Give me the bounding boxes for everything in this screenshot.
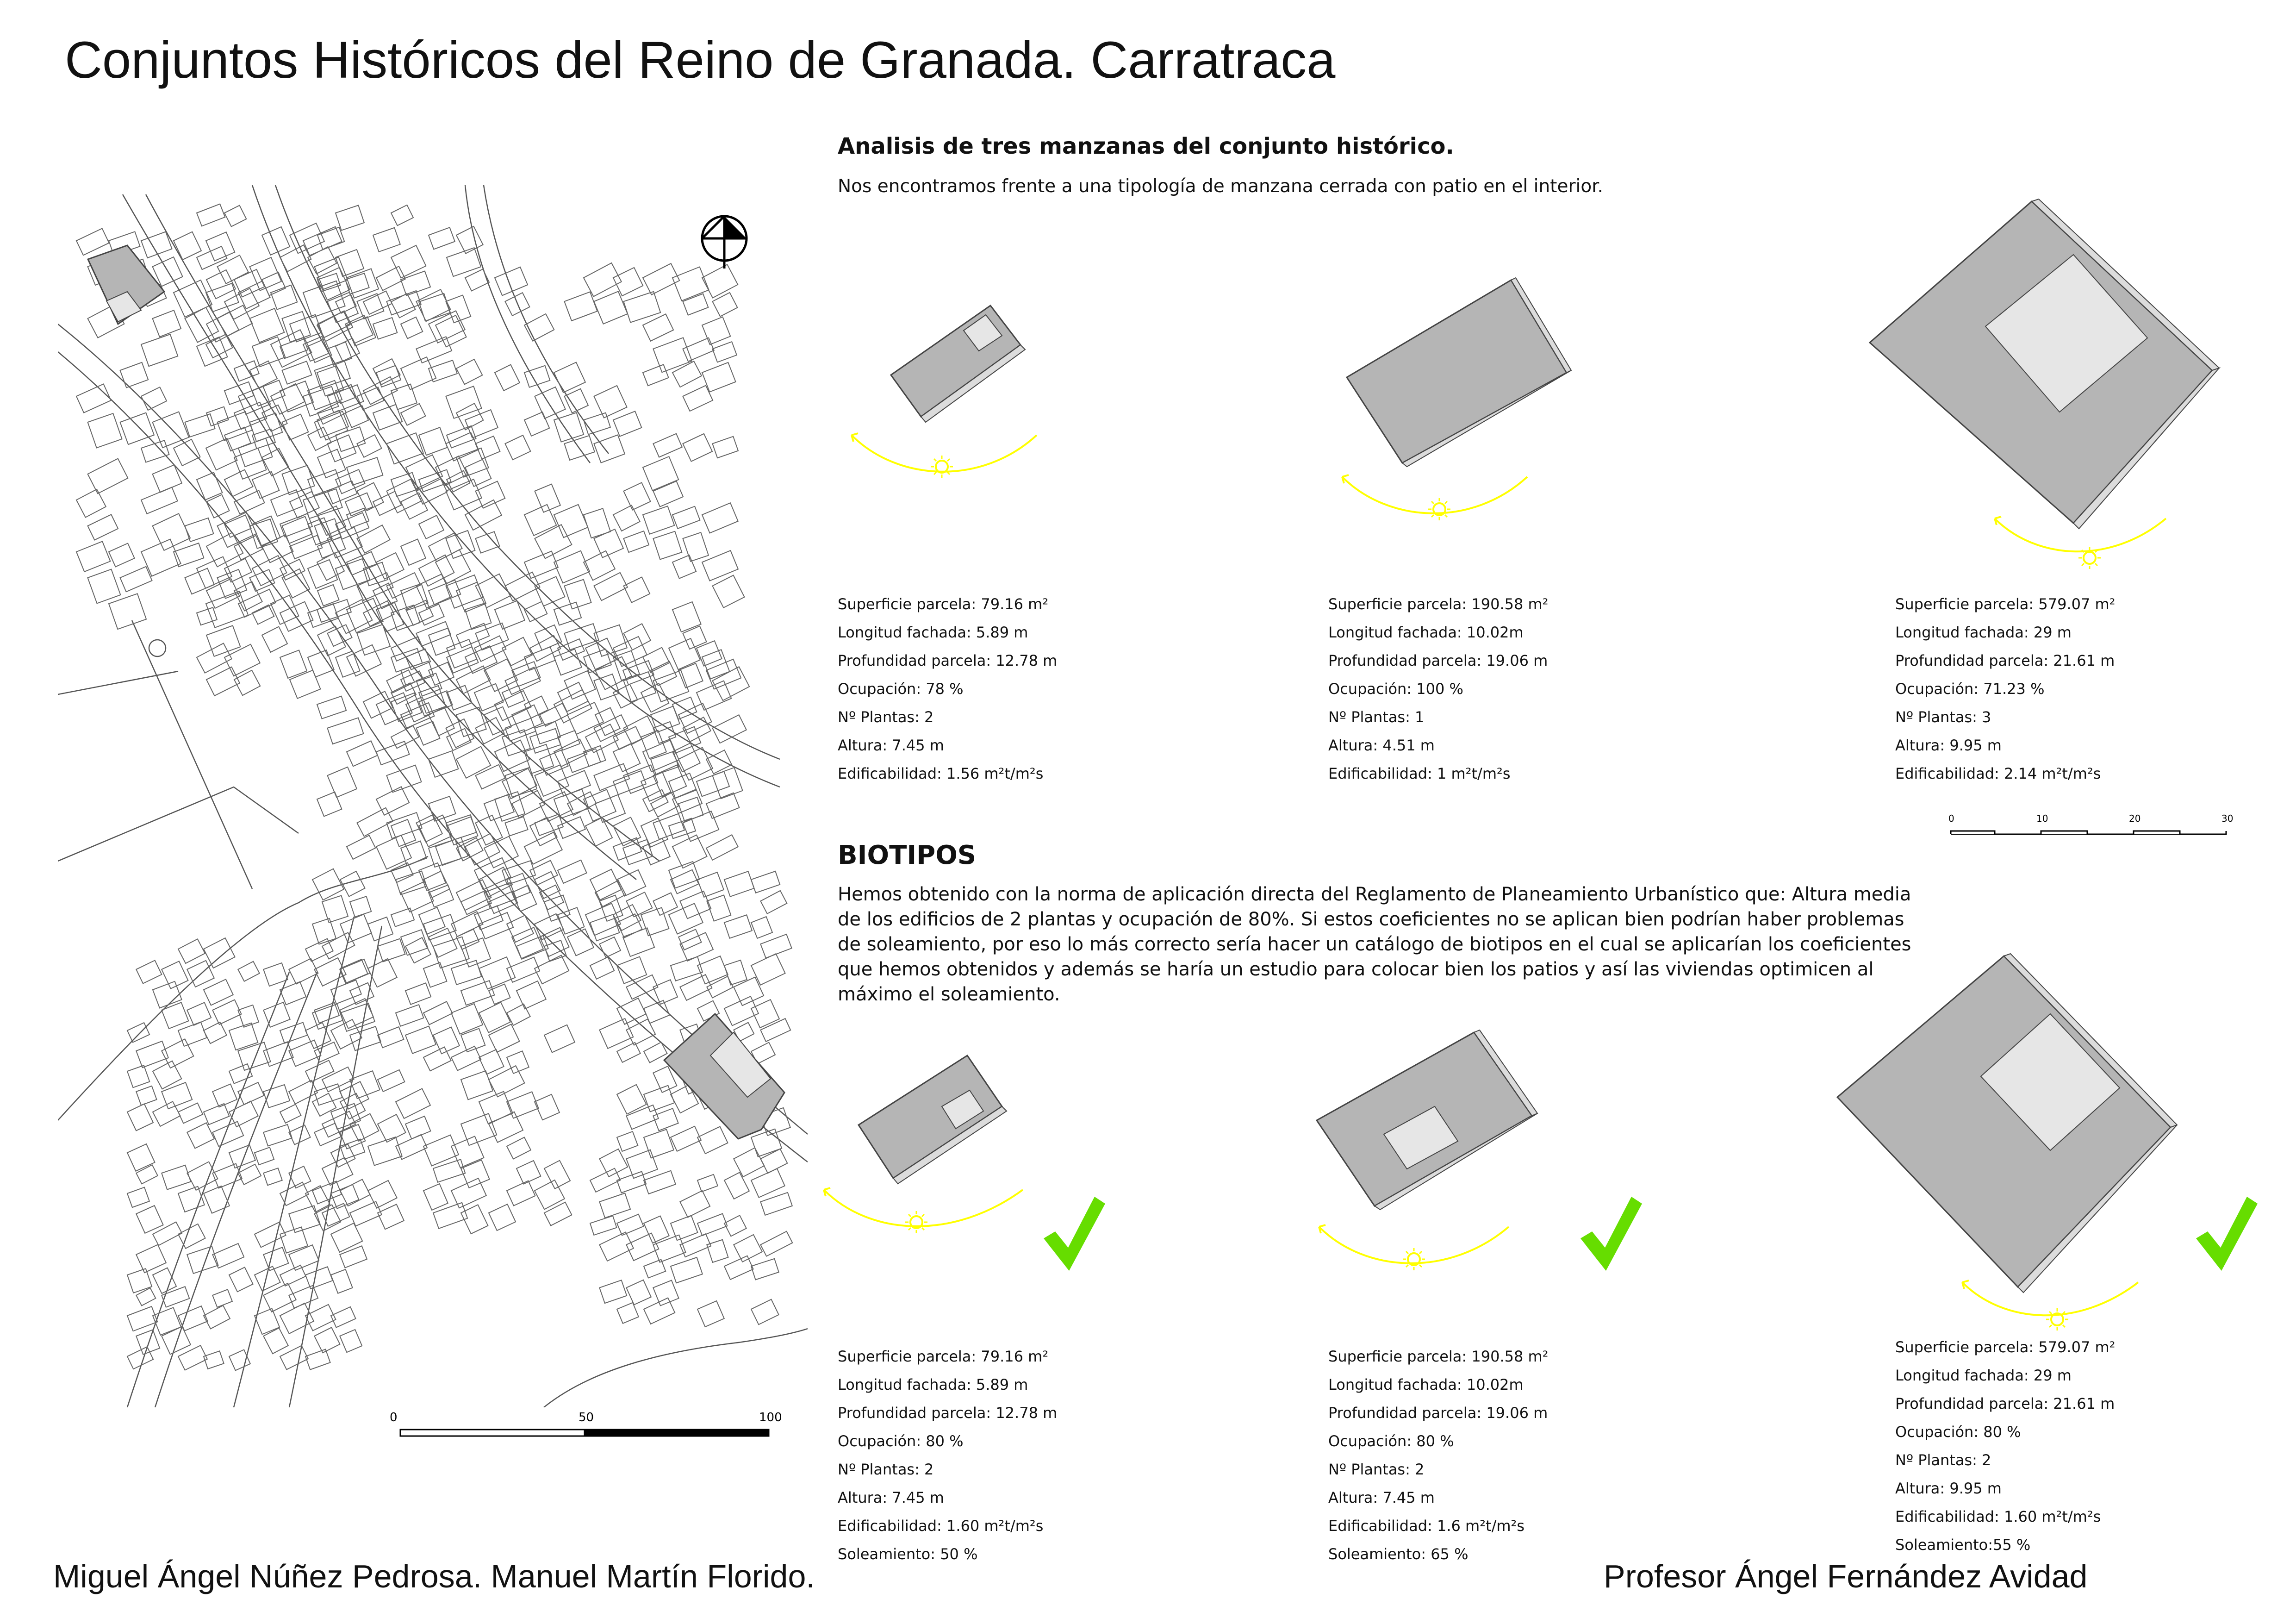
- footer-authors: Miguel Ángel Núñez Pedrosa. Manuel Martín Florido.: [53, 1558, 815, 1594]
- stat-soleamiento: Soleamiento: 65 %: [1328, 1545, 1468, 1563]
- sun-path: [852, 435, 1037, 472]
- sun-path: [1342, 477, 1527, 513]
- sun-icon: [931, 456, 953, 478]
- page-title: Conjuntos Históricos del Reino de Granada. Carratraca: [65, 31, 1336, 89]
- block-diagram: [1833, 954, 2194, 1333]
- scale-label: 0: [390, 1411, 398, 1424]
- stat-profundidad: Profundidad parcela: 19.06 m: [1328, 652, 1548, 669]
- stat-soleamiento: Soleamiento:55 %: [1895, 1536, 2031, 1554]
- stat-plantas: Nº Plantas: 1: [1328, 708, 1425, 726]
- stat-ocupacion: Ocupación: 80 %: [1895, 1423, 2021, 1441]
- stat-altura: Altura: 7.45 m: [838, 1489, 944, 1506]
- block-stats: [838, 590, 1057, 788]
- stat-edificabilidad: Edificabilidad: 1.60 m²t/m²s: [1895, 1508, 2101, 1525]
- block-stats: [1328, 1343, 1549, 1568]
- stat-ocupacion: Ocupación: 78 %: [838, 680, 964, 698]
- stat-edificabilidad: Edificabilidad: 1.56 m²t/m²s: [838, 765, 1044, 782]
- stat-superficie: Superficie parcela: 79.16 m²: [838, 1348, 1049, 1365]
- scale-label: 50: [579, 1411, 594, 1424]
- stat-ocupacion: Ocupación: 100 %: [1328, 680, 1463, 698]
- stat-longitud: Longitud fachada: 10.02m: [1328, 1376, 1524, 1393]
- stat-altura: Altura: 7.45 m: [1328, 1489, 1435, 1506]
- sun-icon: [905, 1211, 927, 1233]
- analysis-heading: Analisis de tres manzanas del conjunto histórico.: [838, 133, 1454, 159]
- checkmark-icon: [1041, 1194, 1106, 1273]
- stat-edificabilidad: Edificabilidad: 1.60 m²t/m²s: [838, 1517, 1044, 1535]
- checkmark-icon: [1578, 1194, 1643, 1273]
- block-diagram: [1333, 273, 1574, 532]
- block-diagram: [1860, 199, 2221, 569]
- stat-longitud: Longitud fachada: 29 m: [1895, 1367, 2072, 1384]
- stat-profundidad: Profundidad parcela: 21.61 m: [1895, 652, 2115, 669]
- stat-superficie: Superficie parcela: 190.58 m²: [1328, 595, 1549, 613]
- block-stats: [1895, 1333, 2116, 1559]
- stat-plantas: Nº Plantas: 2: [838, 708, 934, 726]
- scale-label: 0: [1948, 813, 1954, 824]
- stat-longitud: Longitud fachada: 29 m: [1895, 624, 2072, 641]
- map-scale-bar: [384, 1407, 782, 1458]
- sun-icon: [2046, 1308, 2068, 1330]
- sun-path: [824, 1190, 1023, 1226]
- block-diagram: [842, 296, 1074, 491]
- biotipos-heading: BIOTIPOS: [838, 840, 977, 870]
- stat-longitud: Longitud fachada: 10.02m: [1328, 624, 1524, 641]
- sun-path: [1319, 1227, 1509, 1263]
- stat-superficie: Superficie parcela: 190.58 m²: [1328, 1348, 1549, 1365]
- stat-altura: Altura: 9.95 m: [1895, 737, 2002, 754]
- stat-ocupacion: Ocupación: 80 %: [838, 1432, 964, 1450]
- stat-edificabilidad: Edificabilidad: 1 m²t/m²s: [1328, 765, 1511, 782]
- block-stats: [838, 1343, 1057, 1568]
- stat-altura: Altura: 4.51 m: [1328, 737, 1435, 754]
- stat-profundidad: Profundidad parcela: 21.61 m: [1895, 1395, 2115, 1412]
- sun-icon: [1403, 1248, 1425, 1270]
- scale-label: 100: [759, 1411, 782, 1424]
- stat-edificabilidad: Edificabilidad: 1.6 m²t/m²s: [1328, 1517, 1525, 1535]
- block-diagram: [1310, 1028, 1569, 1287]
- stat-profundidad: Profundidad parcela: 12.78 m: [838, 1404, 1058, 1422]
- block-diagram: [815, 1046, 1074, 1259]
- block-stats: [1328, 590, 1549, 788]
- stat-ocupacion: Ocupación: 80 %: [1328, 1432, 1454, 1450]
- biotipos-text: Hemos obtenido con la norma de aplicación directa del Reglamento de Planeamiento Urbanístico que: Altura media de los edificios de 2 plantas y ocupación de 80%. Si estos coeficientes no se aplican bien podrían haber problemas de soleamiento, por eso lo más correcto sería hacer un catálogo de biotipos en el cual se aplicarían los coeficientes que hemos obtenidos y además se haría un estudio para colocar bien los patios y así las viviendas optimicen al máximo el soleamiento.: [838, 884, 1911, 1005]
- stat-profundidad: Profundidad parcela: 19.06 m: [1328, 1404, 1548, 1422]
- stat-superficie: Superficie parcela: 79.16 m²: [838, 595, 1049, 613]
- stat-profundidad: Profundidad parcela: 12.78 m: [838, 652, 1058, 669]
- stat-plantas: Nº Plantas: 3: [1895, 708, 1991, 726]
- stat-ocupacion: Ocupación: 71.23 %: [1895, 680, 2045, 698]
- scale-label: 10: [2036, 813, 2048, 824]
- urban-map: [58, 185, 808, 1407]
- scale-label: 20: [2129, 813, 2141, 824]
- stat-edificabilidad: Edificabilidad: 2.14 m²t/m²s: [1895, 765, 2101, 782]
- stat-altura: Altura: 9.95 m: [1895, 1480, 2002, 1497]
- stat-plantas: Nº Plantas: 2: [1328, 1461, 1425, 1478]
- sun-path: [1962, 1282, 2138, 1315]
- stat-longitud: Longitud fachada: 5.89 m: [838, 1376, 1028, 1393]
- footer-professor: Profesor Ángel Fernández Avidad: [1604, 1558, 2088, 1594]
- analysis-intro: Nos encontramos frente a una tipología de manzana cerrada con patio en el interior.: [838, 176, 1604, 197]
- checkmark-icon: [2194, 1194, 2259, 1273]
- scale-label: 30: [2221, 813, 2234, 824]
- stat-plantas: Nº Plantas: 2: [838, 1461, 934, 1478]
- north-arrow-icon: [694, 211, 754, 271]
- stat-superficie: Superficie parcela: 579.07 m²: [1895, 595, 2116, 613]
- stat-altura: Altura: 7.45 m: [838, 737, 944, 754]
- block-stats: [1895, 590, 2116, 788]
- stat-soleamiento: Soleamiento: 50 %: [838, 1545, 978, 1563]
- highlighted-block: [664, 1014, 784, 1139]
- stat-longitud: Longitud fachada: 5.89 m: [838, 624, 1028, 641]
- stat-superficie: Superficie parcela: 579.07 m²: [1895, 1338, 2116, 1356]
- sun-icon: [1428, 498, 1450, 520]
- stat-plantas: Nº Plantas: 2: [1895, 1451, 1991, 1469]
- block-scale-bar: [1948, 810, 2245, 843]
